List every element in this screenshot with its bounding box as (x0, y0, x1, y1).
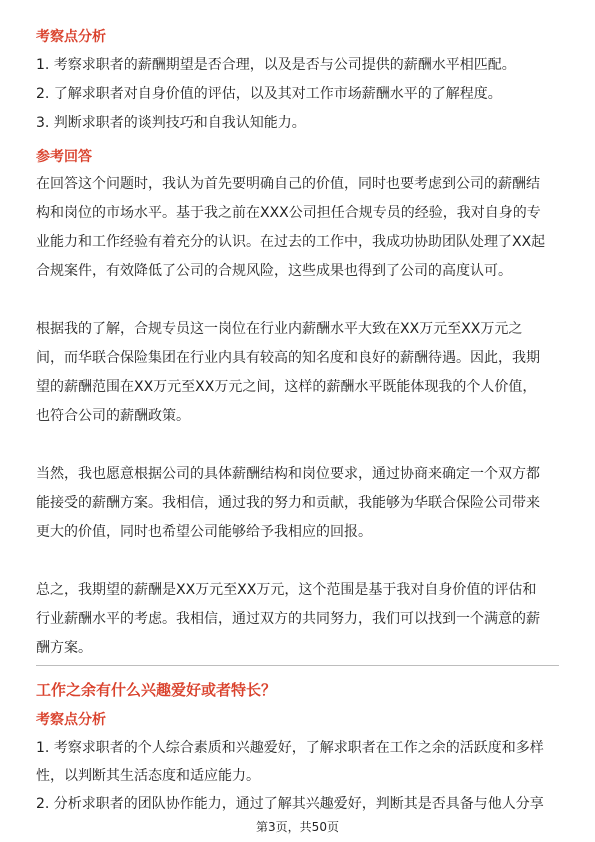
answer-line: 能接受的薪酬方案。我相信，通过我的努力和贡献，我能够为华联合保险公司带来 (36, 495, 540, 511)
section-divider (36, 665, 559, 666)
page-number: 第3页，共50页 (256, 820, 339, 834)
answer-line: 更大的价值，同时也希望公司能够给予我相应的回报。 (36, 524, 372, 540)
answer-line: 间，而华联合保险集团在行业内具有较高的知名度和良好的薪酬待遇。因此，我期 (36, 350, 540, 366)
answer-line: 当然，我也愿意根据公司的具体薪酬结构和岗位要求，通过协商来确定一个双方都 (36, 466, 540, 482)
answer-line: 望的薪酬范围在XX万元至XX万元之间，这样的薪酬水平既能体现我的个人价值， (36, 379, 537, 395)
answer-line: 业能力和工作经验有着充分的认识。在过去的工作中，我成功协助团队处理了XX起 (36, 234, 546, 250)
analysis-item: 2. 了解求职者对自身价值的评估，以及其对工作市场薪酬水平的了解程度。 (36, 86, 502, 102)
analysis-line: 2. 分析求职者的团队协作能力，通过了解其兴趣爱好，判断其是否具备与他人分享 (36, 796, 544, 812)
answer-line: 合规案件，有效降低了公司的合规风险，这些成果也得到了公司的高度认可。 (36, 263, 512, 279)
analysis-item: 1. 考察求职者的薪酬期望是否合理，以及是否与公司提供的薪酬水平相匹配。 (36, 57, 516, 73)
answer-line: 也符合公司的薪酬政策。 (36, 408, 190, 424)
answer-line: 酬方案。 (36, 640, 92, 656)
answer-line: 行业薪酬水平的考虑。我相信，通过双方的共同努力，我们可以找到一个满意的薪 (36, 611, 540, 627)
answer-line: 在回答这个问题时，我认为首先要明确自己的价值，同时也要考虑到公司的薪酬结 (36, 176, 540, 192)
analysis-item: 3. 判断求职者的谈判技巧和自我认知能力。 (36, 115, 306, 131)
question-title: 工作之余有什么兴趣爱好或者特长？ (36, 681, 277, 699)
section-heading-analysis: 考察点分析 (36, 29, 106, 45)
section-heading-answer: 参考回答 (36, 149, 92, 165)
analysis-line: 1. 考察求职者的个人综合素质和兴趣爱好，了解求职者在工作之余的活跃度和多样 (36, 740, 544, 756)
analysis-line: 性，以判断其生活态度和适应能力。 (36, 768, 260, 784)
answer-line: 根据我的了解，合规专员这一岗位在行业内薪酬水平大致在XX万元至XX万元之 (36, 321, 523, 337)
answer-line: 总之，我期望的薪酬是XX万元至XX万元，这个范围是基于我对自身价值的评估和 (36, 582, 537, 598)
answer-line: 构和岗位的市场水平。基于我之前在XXX公司担任合规专员的经验，我对自身的专 (36, 205, 541, 221)
section-heading-analysis: 考察点分析 (36, 712, 106, 728)
